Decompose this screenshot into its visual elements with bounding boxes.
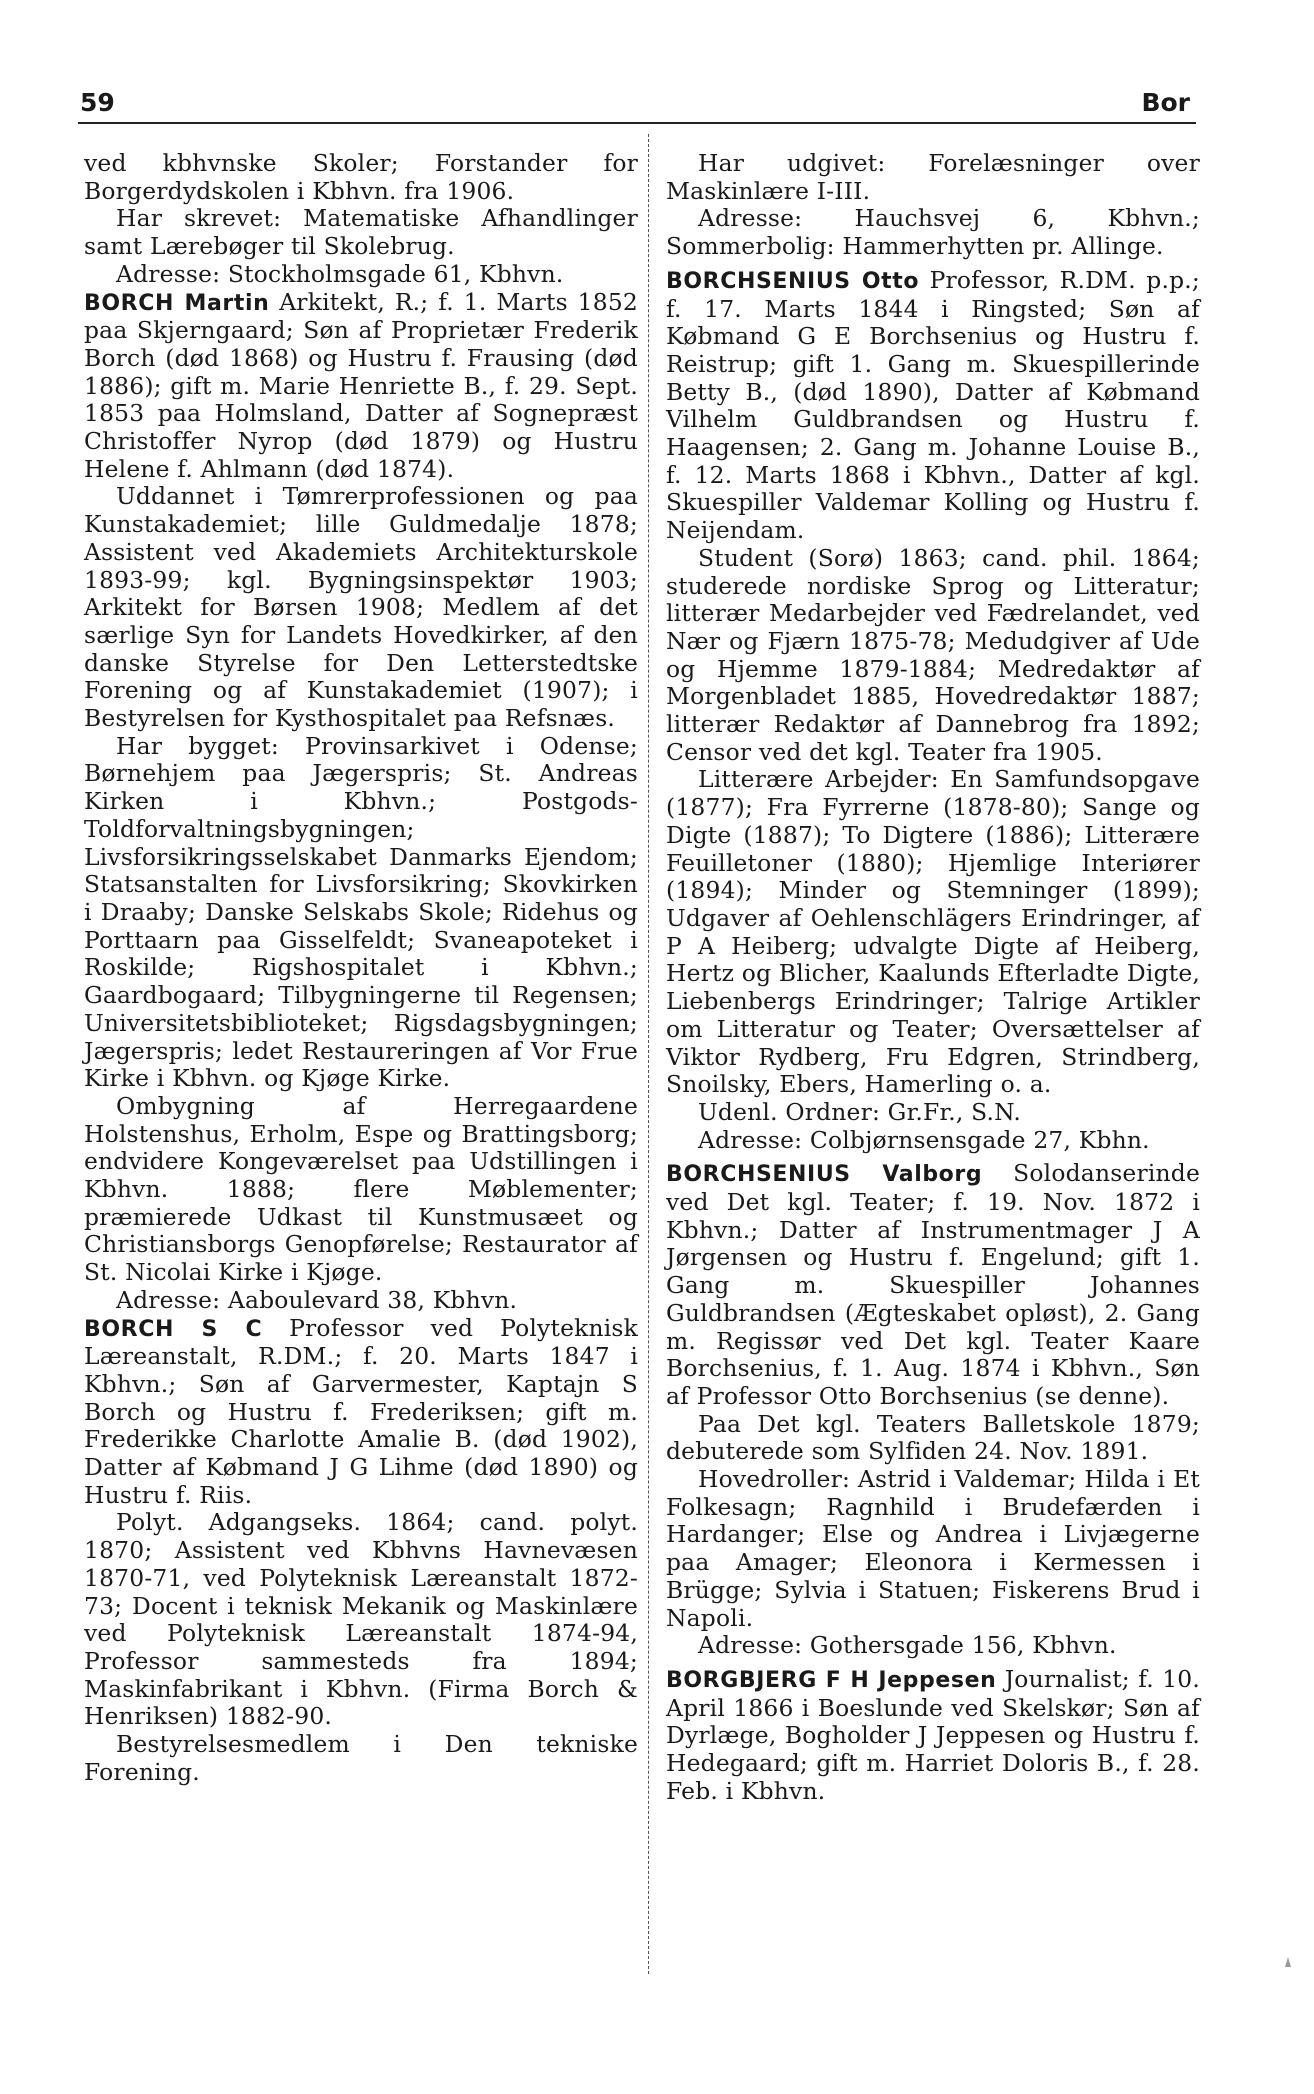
entry-text: Professor ved Polyteknisk Læreanstalt, R.DM.; f. 20. Marts 1847 i Kbhvn.; Søn af Garvermester, Kaptajn S Borch og Hustru f. Frederiksen; gift m. Frederikke Charlotte Amalie B. (død 1902), Datter af Købmand J G Lihme (død 1890) og Hustru f. Riis. — [84, 1313, 639, 1509]
entry-paragraph: Har bygget: Provinsarkivet i Odense; Børnehjem paa Jægerspris; St. Andreas Kirken i Kbhvn.; Postgods-Toldforvaltningsbygningen; Livsforsikringsselskabet Danmarks Ejendom; Statsanstalten for Livsforsikring; Skovkirken i Draaby; Danske Selskabs Skole; Ridehus og Porttaarn paa Gisselfeldt; Svaneapoteket i Roskilde; Rigshospitalet i Kbhvn.; Gaardbogaard; Tilbygningerne til Regensen; Universitetsbiblioteket; Rigsdagsbygningen; Jægerspris; ledet Restaureringen af Vor Frue Kirke i Kbhvn. og Kjøge Kirke. — [84, 731, 638, 1093]
column-divider — [648, 134, 649, 1974]
entry-paragraph: Hovedroller: Astrid i Valdemar; Hilda i Et Folkesagn; Ragnhild i Brudefærden i Hardanger; Else og Andrea i Livjægerne paa Amager; Eleonora i Kermessen i Brügge; Sylvia i Statuen; Fiskerens Brud i Napoli. — [666, 1465, 1200, 1632]
entry-paragraph: Polyt. Adgangseks. 1864; cand. polyt. 1870; Assistent ved Kbhvns Havnevæsen 1870-71, ved Polyteknisk Læreanstalt 1872-73; Docent i teknisk Mekanik og Maskinlære ved Polyteknisk Læreanstalt 1874-94, Professor sammesteds fra 1894; Maskinfabrikant i Kbhvn. (Firma Borch & Henriksen) 1882-90. — [84, 1508, 638, 1731]
entry-paragraph: Bestyrelsesmedlem i Den tekniske Forening. — [84, 1730, 638, 1786]
entry-paragraph: Adresse: Colbjørnsensgade 27, Kbhn. — [698, 1125, 1150, 1154]
entry-paragraph: Udenl. Ordner: Gr.Fr., S.N. — [698, 1097, 1021, 1126]
right-column — [666, 150, 1200, 1805]
entry-borgbjerg — [666, 1666, 1200, 1806]
entry-paragraph: Ombygning af Herregaardene Holstenshus, Erholm, Espe og Brattingsborg; endvidere Kongeværelset paa Udstillingen i Kbhvn. 1888; flere Møblementer; præmierede Udkast til Kunstmusæet og Christiansborgs Genopførelse; Restaurator af St. Nicolai Kirke i Kjøge. — [84, 1091, 638, 1287]
entry-intro — [84, 1315, 638, 1510]
entry-text: Journalist; f. 10. April 1866 i Boeslunde ved Skelskør; Søn af Dyrlæge, Bogholder J Jeppesen og Hustru f. Hedegaard; gift m. Harriet Doloris B., f. 28. Feb. i Kbhvn. — [666, 1664, 1201, 1805]
entry-name: BORCHSENIUS Valborg — [666, 1162, 983, 1188]
entry-borch-sc-continuation — [666, 150, 1200, 261]
entry-intro — [666, 1160, 1200, 1410]
left-column — [84, 150, 638, 1786]
entry-paragraph: Paa Det kgl. Teaters Balletskole 1879; debuterede som Sylfiden 24. Nov. 1891. — [666, 1409, 1200, 1466]
entry-paragraph: Har skrevet: Matematiske Afhandlinger samt Lærebøger til Skolebrug. — [84, 204, 638, 261]
entry-paragraph: Student (Sorø) 1863; cand. phil. 1864; studerede nordiske Sprog og Litteratur; litterær Medarbejder ved Fædrelandet, ved Nær og Fjærn 1875-78; Medudgiver af Ude og Hjemme 1879-1884; Medredaktør af Morgenbladet 1885, Hovedredaktør 1887; litterær Redaktør af Dannebrog fra 1892; Censor ved det kgl. Teater fra 1905. — [666, 543, 1200, 766]
entry-paragraph: Adresse: Hauchsvej 6, Kbhvn.; Sommerbolig: Hammerhytten pr. Allinge. — [666, 204, 1200, 261]
entry-paragraph: Adresse: Aaboulevard 38, Kbhvn. — [116, 1285, 518, 1314]
entry-borchsenius-otto — [666, 267, 1200, 1155]
header-rule — [78, 122, 1196, 124]
entry-paragraph: Uddannet i Tømrerprofessionen og paa Kunstakademiet; lille Guldmedalje 1878; Assistent ved Akademiets Architekturskole 1893-99; kgl. Bygningsinspektør 1903; Arkitekt for Børsen 1908; Medlem af det særlige Syn for Landets Hovedkirker, af den danske Styrelse for Den Letterstedtske Forening og af Kunstakademiet (1907); i Bestyrelsen for Kysthospitalet paa Refsnæs. — [84, 482, 638, 733]
entry-intro — [84, 289, 638, 484]
entry-paragraph: Adresse: Gothersgade 156, Kbhvn. — [698, 1631, 1117, 1660]
entry-name: BORCH Martin — [84, 290, 270, 316]
entry-name: BORGBJERG F H Jeppesen — [666, 1667, 997, 1693]
entry-borch-sc — [84, 1315, 638, 1787]
entry-text: Solodanserinde ved Det kgl. Teater; f. 19. Nov. 1872 i Kbhvn.; Datter af Instrumentmager J A Jørgensen og Hustru f. Engelund; gift 1. Gang m. Skuespiller Johannes Guldbrandsen (Ægteskabet opløst), 2. Gang m. Regissør ved Det kgl. Teater Kaare Borchsenius, f. 1. Aug. 1874 i Kbhvn., Søn af Professor Otto Borchsenius (se denne). — [666, 1159, 1200, 1410]
entry-borch-martin — [84, 289, 638, 1315]
entry-intro — [666, 267, 1200, 545]
entry-borchsenius-valborg — [666, 1160, 1200, 1660]
entry-text: Arkitekt, R.; f. 1. Marts 1852 paa Skjerngaard; Søn af Proprietær Frederik Borch (død 1868) og Hustru f. Frausing (død 1886); gift m. Marie Henriette B., f. 29. Sept. 1853 paa Holmsland, Datter af Sognepræst Christoffer Nyrop (død 1879) og Hustru Helene f. Ahlmann (død 1874). — [84, 287, 638, 483]
running-head: Bor — [1141, 88, 1190, 117]
entry-name: BORCHSENIUS Otto — [666, 268, 920, 294]
page-number: 59 — [80, 88, 115, 117]
page-mark-icon — [1283, 1955, 1293, 1969]
entry-paragraph: Har udgivet: Forelæsninger over Maskinlære I-III. — [666, 149, 1200, 205]
entry-continuation — [84, 150, 638, 289]
entry-name: BORCH S C — [84, 1316, 263, 1342]
entry-intro — [666, 1666, 1200, 1806]
entry-text: Professor, R.DM. p.p.; f. 17. Marts 1844 i Ringsted; Søn af Købmand G E Borchsenius og Hustru f. Reistrup; gift 1. Gang m. Skuespillerinde Betty B., (død 1890), Datter af Købmand Vilhelm Guldbrandsen og Hustru f. Haagensen; 2. Gang m. Johanne Louise B., f. 12. Marts 1868 i Kbhvn., Datter af kgl. Skuespiller Valdemar Kolling og Hustru f. Neijendam. — [666, 265, 1201, 545]
entry-paragraph: Adresse: Stockholmsgade 61, Kbhvn. — [116, 259, 564, 288]
entry-paragraph: Litterære Arbejder: En Samfundsopgave (1877); Fra Fyrrerne (1878-80); Sange og Digte (1887); To Digtere (1886); Litterære Feuilletoner (1880); Hjemlige Interiører (1894); Minder og Stemninger (1899); Udgaver af Oehlenschlägers Erindringer, af P A Heiberg; udvalgte Digte af Heiberg, Hertz og Blicher, Kaalunds Efterladte Digte, Liebenbergs Erindringer; Talrige Artikler om Litteratur og Teater; Oversættelser af Viktor Rydberg, Fru Edgren, Strindberg, Snoilsky, Ebers, Hamerling o. a. — [666, 765, 1201, 1099]
entry-paragraph: ved kbhvnske Skoler; Forstander for Borgerdydskolen i Kbhvn. fra 1906. — [84, 149, 638, 205]
